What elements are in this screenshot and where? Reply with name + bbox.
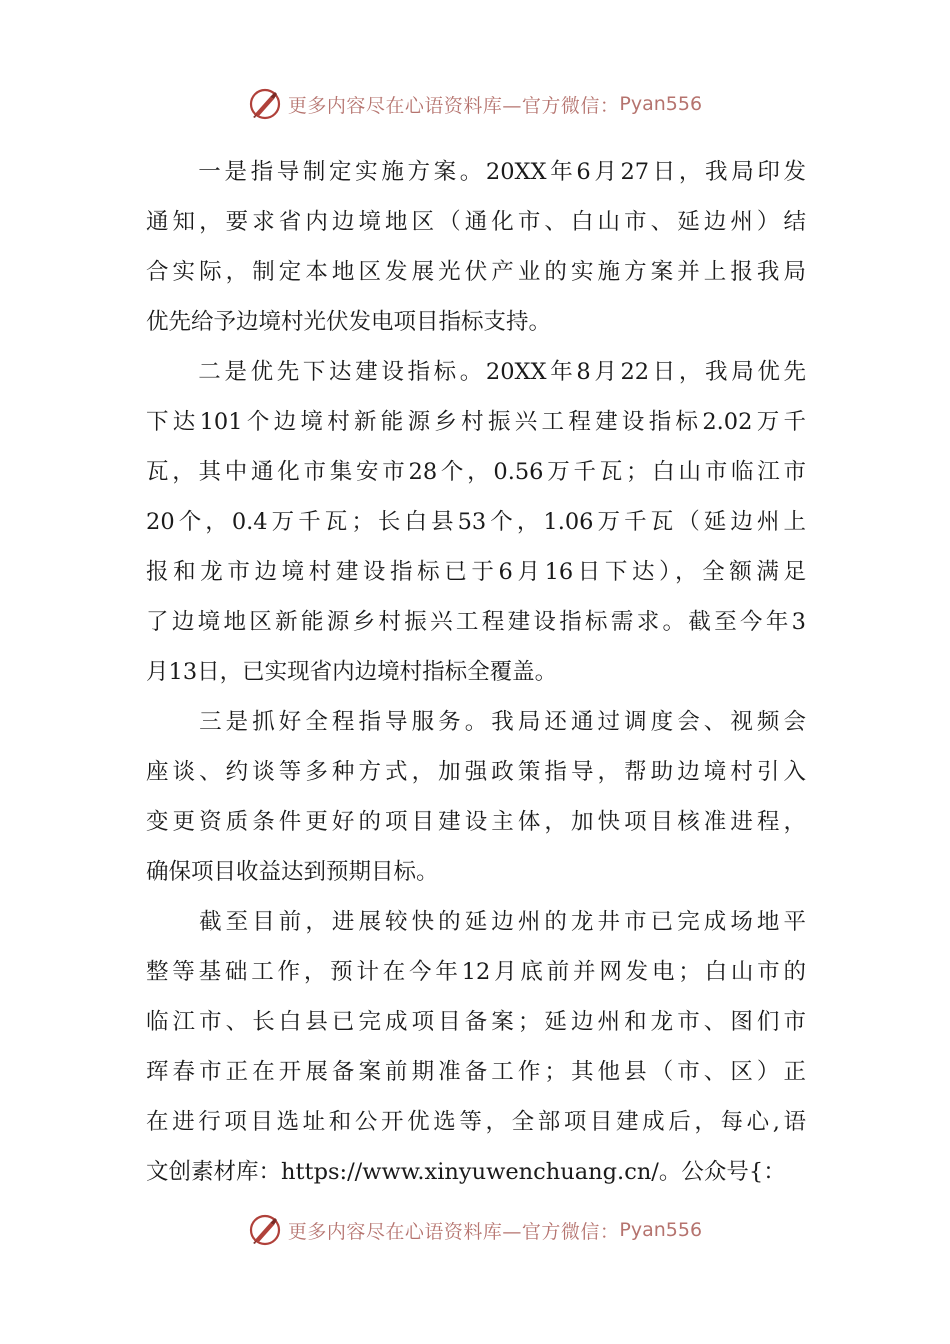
text-line: 通知，要求省内边境地区（通化市、白山市、延边州）结	[146, 209, 806, 235]
text-line: 瓦，其中通化市集安市28个，0.56万千瓦；白山市临江市	[146, 459, 806, 485]
text-line: 了边境地区新能源乡村振兴工程建设指标需求。截至今年3	[146, 609, 806, 635]
watermark-wechat-id: Pyan556	[619, 93, 703, 115]
text-line: 珲春市正在开展备案前期准备工作；其他县（市、区）正	[146, 1059, 806, 1085]
watermark-text: 更多内容尽在心语资料库—官方微信：	[287, 94, 620, 117]
watermark-header	[0, 84, 950, 124]
text-line: 报和龙市边境村建设指标已于6月16日下达），全额满足	[146, 559, 806, 585]
text-line: 临江市、长白县已完成项目备案；延边州和龙市、图们市	[146, 1009, 806, 1035]
pen-logo-icon	[248, 87, 282, 121]
watermark-text: 更多内容尽在心语资料库—官方微信：	[287, 1220, 620, 1243]
text-line: 截至目前，进展较快的延边州的龙井市已完成场地平	[146, 909, 806, 935]
text-line: 变更资质条件更好的项目建设主体，加快项目核准进程，	[146, 809, 806, 835]
paragraph-1	[146, 147, 806, 347]
text-line: 确保项目收益达到预期目标。	[146, 859, 439, 885]
text-line: 在进行项目选址和公开优选等，全部项目建成后，每心,语	[146, 1109, 806, 1135]
text-line: 三是抓好全程指导服务。我局还通过调度会、视频会	[146, 709, 806, 735]
text-line: 下达101个边境村新能源乡村振兴工程建设指标2.02万千	[146, 409, 806, 435]
paragraph-2	[146, 347, 806, 697]
watermark-footer	[0, 1210, 950, 1250]
text-line: 二是优先下达建设指标。20XX年8月22日，我局优先	[146, 359, 806, 385]
text-line: 一是指导制定实施方案。20XX年6月27日，我局印发	[146, 159, 806, 185]
text-line: 月13日，已实现省内边境村指标全覆盖。	[146, 659, 558, 685]
document-body	[146, 147, 806, 1197]
pen-logo-icon	[248, 1213, 282, 1247]
text-line: 优先给予边境村光伏发电项目指标支持。	[146, 309, 552, 335]
watermark-wechat-id: Pyan556	[619, 1219, 703, 1241]
text-line: 文创素材库：https://www.xinyuwenchuang.cn/。公众号{：	[146, 1159, 786, 1185]
text-line: 合实际，制定本地区发展光伏产业的实施方案并上报我局	[146, 259, 806, 285]
text-line: 20个，0.4万千瓦；长白县53个，1.06万千瓦（延边州上	[146, 509, 806, 535]
paragraph-3	[146, 697, 806, 897]
text-line: 座谈、约谈等多种方式，加强政策指导，帮助边境村引入	[146, 759, 806, 785]
text-line: 整等基础工作，预计在今年12月底前并网发电；白山市的	[146, 959, 806, 985]
paragraph-4	[146, 897, 806, 1197]
